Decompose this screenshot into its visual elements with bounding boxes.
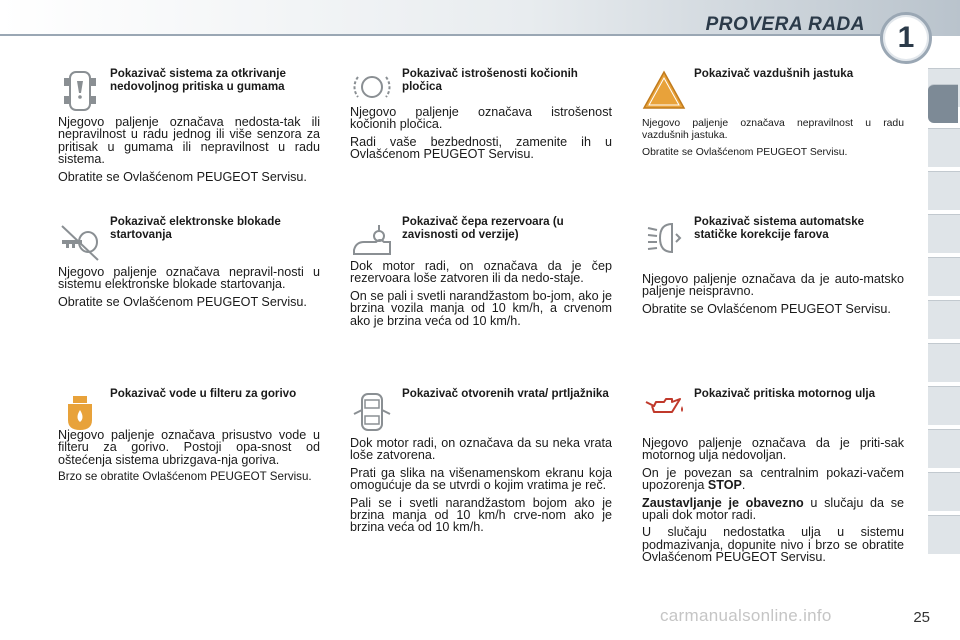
text-run: u slučaju da se upali dok motor radi. [642, 495, 905, 523]
chapter-tab[interactable] [928, 343, 960, 382]
paragraph: Njegovo paljenje označava istrošenost kočionih pločica. [350, 105, 612, 132]
chapter-tab-active[interactable] [928, 84, 958, 123]
section-body [58, 116, 320, 188]
chapter-tabs [928, 68, 960, 578]
section-title: Pokazivač istrošenosti kočionih pločica [402, 67, 578, 93]
section-title: Pokazivač pritiska motornog ulja [694, 387, 876, 400]
section-body [58, 429, 320, 489]
paragraph: Dok motor radi, on označava da su neka vrata loše zatvorena. [350, 436, 612, 463]
chapter-tab[interactable] [928, 472, 960, 511]
paragraph: Obratite se Ovlašćenom PEUGEOT Servisu. [642, 147, 848, 158]
section-body [350, 260, 612, 332]
paragraph: Njegovo paljenje označava nepravil-nosti u sistemu elektronske blokade startovanja. [58, 265, 320, 292]
paragraph: Njegovo paljenje označava da je priti-sak motornog ulja nedovoljan. [642, 436, 904, 463]
section-title: Pokazivač sistema za otkrivanje nedovoljnog pritiska u gumama [110, 67, 286, 93]
oil-pressure-icon [642, 384, 686, 428]
section-title: Pokazivač vode u filteru za gorivo [110, 387, 297, 400]
section-title: Pokazivač otvorenih vrata/ prtljažnika [402, 387, 609, 400]
section-body [642, 273, 904, 320]
chapter-tab[interactable] [928, 128, 960, 167]
fuel-cap-open-icon [350, 220, 394, 264]
section-title: Pokazivač vazdušnih jastuka [694, 67, 854, 80]
paragraph: Brzo se obratite Ovlašćenom PEUGEOT Servisu. [58, 470, 312, 484]
paragraph: On se pali i svetli narandžastom bo-jom, ako je brzina vozila manja od 10 km/h, a crvenom ako je brzina veća od 10 km/h. [350, 288, 612, 328]
paragraph: Obratite se Ovlašćenom PEUGEOT Servisu. [58, 294, 307, 309]
immobiliser-key-icon [58, 220, 102, 264]
section-body [350, 106, 612, 166]
section-body [642, 118, 904, 164]
paragraph: Radi vaše bezbednosti, zamenite ih u Ovlašćenom PEUGEOT Servisu. [350, 134, 612, 162]
section-body [58, 266, 320, 313]
chapter-tab[interactable] [928, 214, 960, 253]
door-open-icon [350, 390, 394, 434]
chapter-tab[interactable] [928, 515, 960, 554]
page-number: 25 [913, 609, 930, 626]
chapter-tab[interactable] [928, 171, 960, 210]
stop-label: STOP [707, 478, 742, 493]
paragraph: Pali se i svetli narandžastom bojom ako je brzina manja od 10 km/h crve-nom ako je brzina veća od 10 km/h. [350, 495, 612, 535]
page-title: PROVERA RADA [705, 14, 865, 35]
airbag-warning-icon [642, 68, 686, 112]
chapter-tab[interactable] [928, 300, 960, 339]
chapter-tab[interactable] [928, 429, 960, 468]
section-body [350, 437, 612, 539]
chapter-tab[interactable] [928, 386, 960, 425]
paragraph: Njegovo paljenje označava da je auto-matsko paljenje neispravno. [642, 272, 904, 299]
text-run: . [741, 478, 746, 493]
page-header [0, 0, 960, 62]
chapter-tab[interactable] [928, 257, 960, 296]
paragraph: Njegovo paljenje označava prisustvo vode u filteru za gorivo. Postoji opa-snost od oštećenja sistema ubrizgava-nja goriva. [58, 428, 320, 467]
section-title: Pokazivač sistema automatske statičke korekcije farova [694, 215, 865, 241]
paragraph: Njegovo paljenje označava nedosta-tak ili nepravilnost u radu jednog ili više senzora za pritisak u gumama ili nepravilnost u radu sistema. [58, 115, 320, 167]
section-title: Pokazivač čepa rezervoara (u zavisnosti od verzije) [402, 215, 564, 241]
paragraph [642, 497, 904, 522]
paragraph: Obratite se Ovlašćenom PEUGEOT Servisu. [642, 301, 891, 316]
section-body [642, 437, 904, 569]
bold-phrase: Zaustavljanje je obavezno [642, 495, 804, 510]
section-title: Pokazivač elektronske blokade startovanja [110, 215, 281, 241]
paragraph [642, 467, 904, 492]
paragraph: Njegovo paljenje označava nepravilnost u radu vazdušnih jastuka. [642, 118, 904, 141]
chapter-badge: 1 [880, 12, 932, 64]
watermark: carmanualsonline.info [660, 606, 832, 625]
headlamp-levelling-icon [642, 216, 686, 260]
paragraph: Obratite se Ovlašćenom PEUGEOT Servisu. [58, 169, 307, 184]
paragraph: Dok motor radi, on označava da je čep rezervoara loše zatvoren ili da nedo-staje. [350, 259, 612, 286]
paragraph: Prati ga slika na višenamenskom ekranu koja omogućuje da se utvrdi o kojim vratima je reč. [350, 465, 612, 493]
paragraph: U slučaju nedostatka ulja u sistemu podmazivanja, dopunite nivo i brzo se obratite Ovlašćenom PEUGEOT Servisu. [642, 525, 904, 565]
tire-pressure-warning-icon [58, 68, 102, 112]
text-run: On je povezan sa centralnim pokazi-vačem upozorenja [642, 465, 904, 493]
